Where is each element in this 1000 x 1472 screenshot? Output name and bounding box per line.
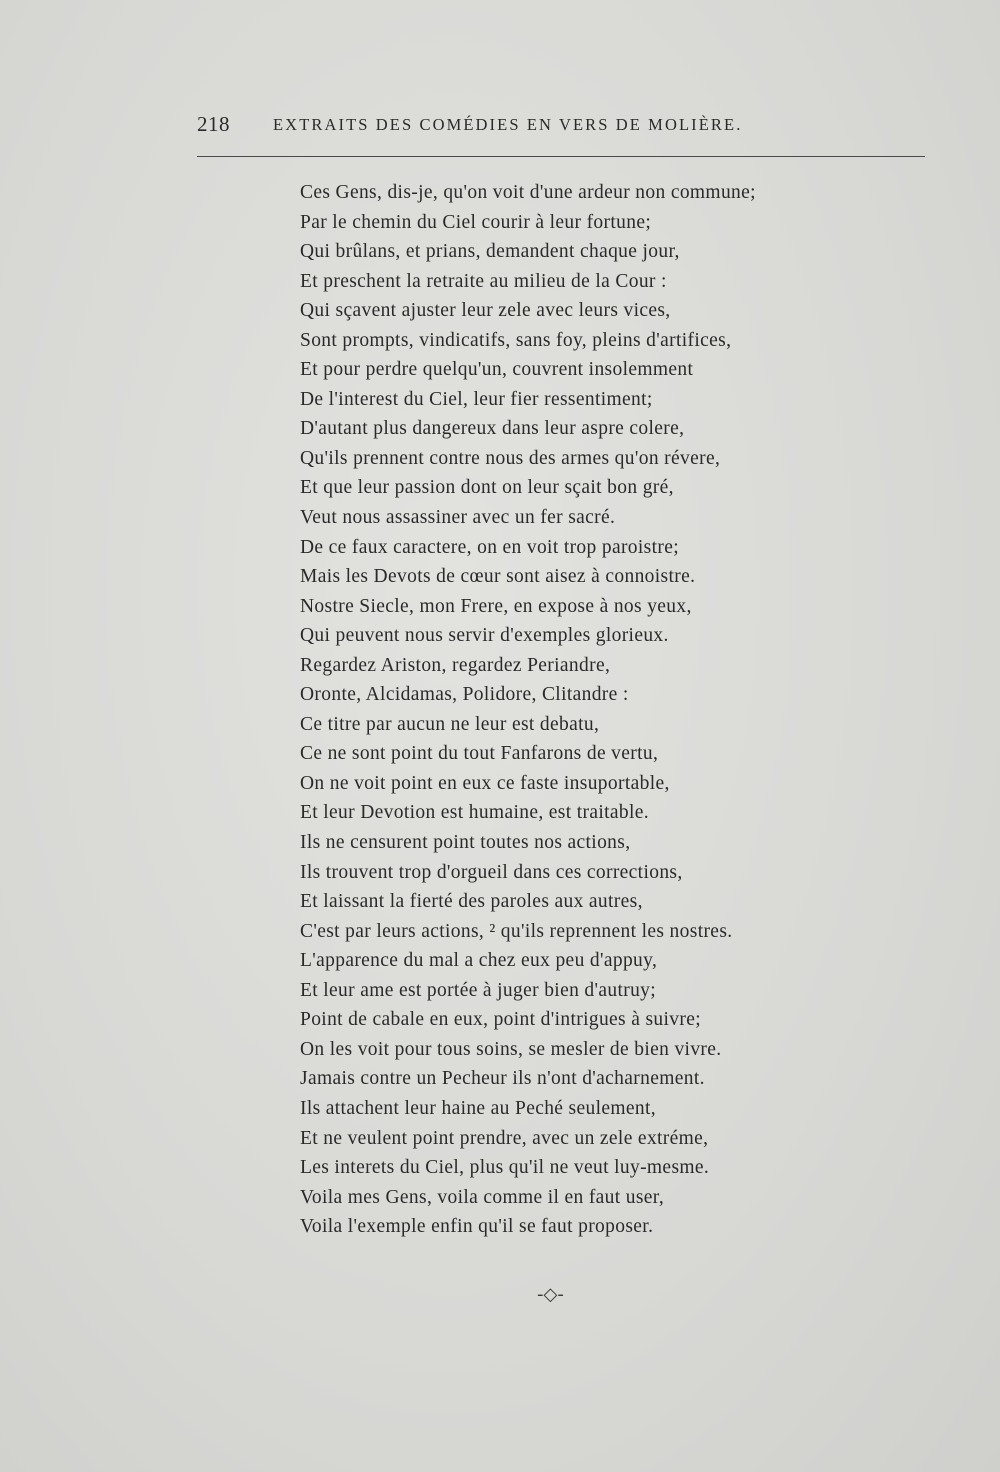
verse-line: Ce titre par aucun ne leur est debatu, [300, 713, 600, 735]
header-rule [197, 156, 925, 157]
end-ornament: -◇- [537, 1284, 564, 1305]
verse-line: Oronte, Alcidamas, Polidore, Clitandre : [300, 684, 629, 706]
verse-line: Ils trouvent trop d'orgueil dans ces corrections, [300, 861, 683, 883]
verse-line: Ils attachent leur haine au Peché seulement, [300, 1097, 656, 1119]
verse-line: Qui sçavent ajuster leur zele avec leurs vices, [300, 300, 671, 322]
verse-line: Et pour perdre quelqu'un, couvrent insolemment [300, 359, 694, 381]
verse-line: Les interets du Ciel, plus qu'il ne veut luy-mesme. [300, 1157, 710, 1179]
verse-line: C'est par leurs actions, ² qu'ils reprennent les nostres. [300, 920, 733, 942]
verse-line: Et laissant la fierté des paroles aux autres, [300, 891, 643, 913]
verse-line: Ils ne censurent point toutes nos actions, [300, 832, 631, 854]
verse-line: L'apparence du mal a chez eux peu d'appuy, [300, 950, 658, 972]
verse-line: Regardez Ariston, regardez Periandre, [300, 654, 611, 676]
verse-line: On les voit pour tous soins, se mesler de bien vivre. [300, 1038, 722, 1060]
verse-line: Voila mes Gens, voila comme il en faut user, [300, 1186, 665, 1208]
verse-line: D'autant plus dangereux dans leur aspre colere, [300, 418, 685, 440]
verse-line: Et ne veulent point prendre, avec un zele extréme, [300, 1127, 709, 1149]
page-header [197, 112, 847, 142]
verse-line: On ne voit point en eux ce faste insuportable, [300, 772, 670, 794]
verse-line: Et leur ame est portée à juger bien d'autruy; [300, 979, 657, 1001]
verse-line: Sont prompts, vindicatifs, sans foy, pleins d'artifices, [300, 329, 732, 351]
verse-line: Et que leur passion dont on leur sçait bon gré, [300, 477, 674, 499]
verse-line: Et preschent la retraite au milieu de la Cour : [300, 270, 667, 292]
verse-line: Qui peuvent nous servir d'exemples glorieux. [300, 625, 669, 647]
verse-line: Mais les Devots de cœur sont aisez à connoistre. [300, 566, 696, 588]
verse-line: Point de cabale en eux, point d'intrigues à suivre; [300, 1009, 701, 1031]
verse-line: Nostre Siecle, mon Frere, en expose à nos yeux, [300, 595, 692, 617]
running-title: EXTRAITS DES COMÉDIES EN VERS DE MOLIÈRE. [273, 115, 743, 134]
verse-line: Ce ne sont point du tout Fanfarons de vertu, [300, 743, 659, 765]
verse-line: Qu'ils prennent contre nous des armes qu'on révere, [300, 447, 721, 469]
verse-line: Et leur Devotion est humaine, est traitable. [300, 802, 649, 824]
verse-line: Jamais contre un Pecheur ils n'ont d'acharnement. [300, 1068, 705, 1090]
verse-line: Voila l'exemple enfin qu'il se faut proposer. [300, 1216, 654, 1238]
verse-line: Par le chemin du Ciel courir à leur fortune; [300, 211, 652, 233]
verse-line: Ces Gens, dis-je, qu'on voit d'une ardeur non commune; [300, 182, 756, 203]
verse-line: De ce faux caractere, on en voit trop paroistre; [300, 536, 679, 558]
verse-line: Qui brûlans, et prians, demandent chaque jour, [300, 241, 680, 263]
verse-line: De l'interest du Ciel, leur fier ressentiment; [300, 388, 653, 410]
verse-line: Veut nous assassiner avec un fer sacré. [300, 507, 616, 529]
verse-block [300, 178, 860, 1242]
page-number: 218 [197, 112, 230, 136]
